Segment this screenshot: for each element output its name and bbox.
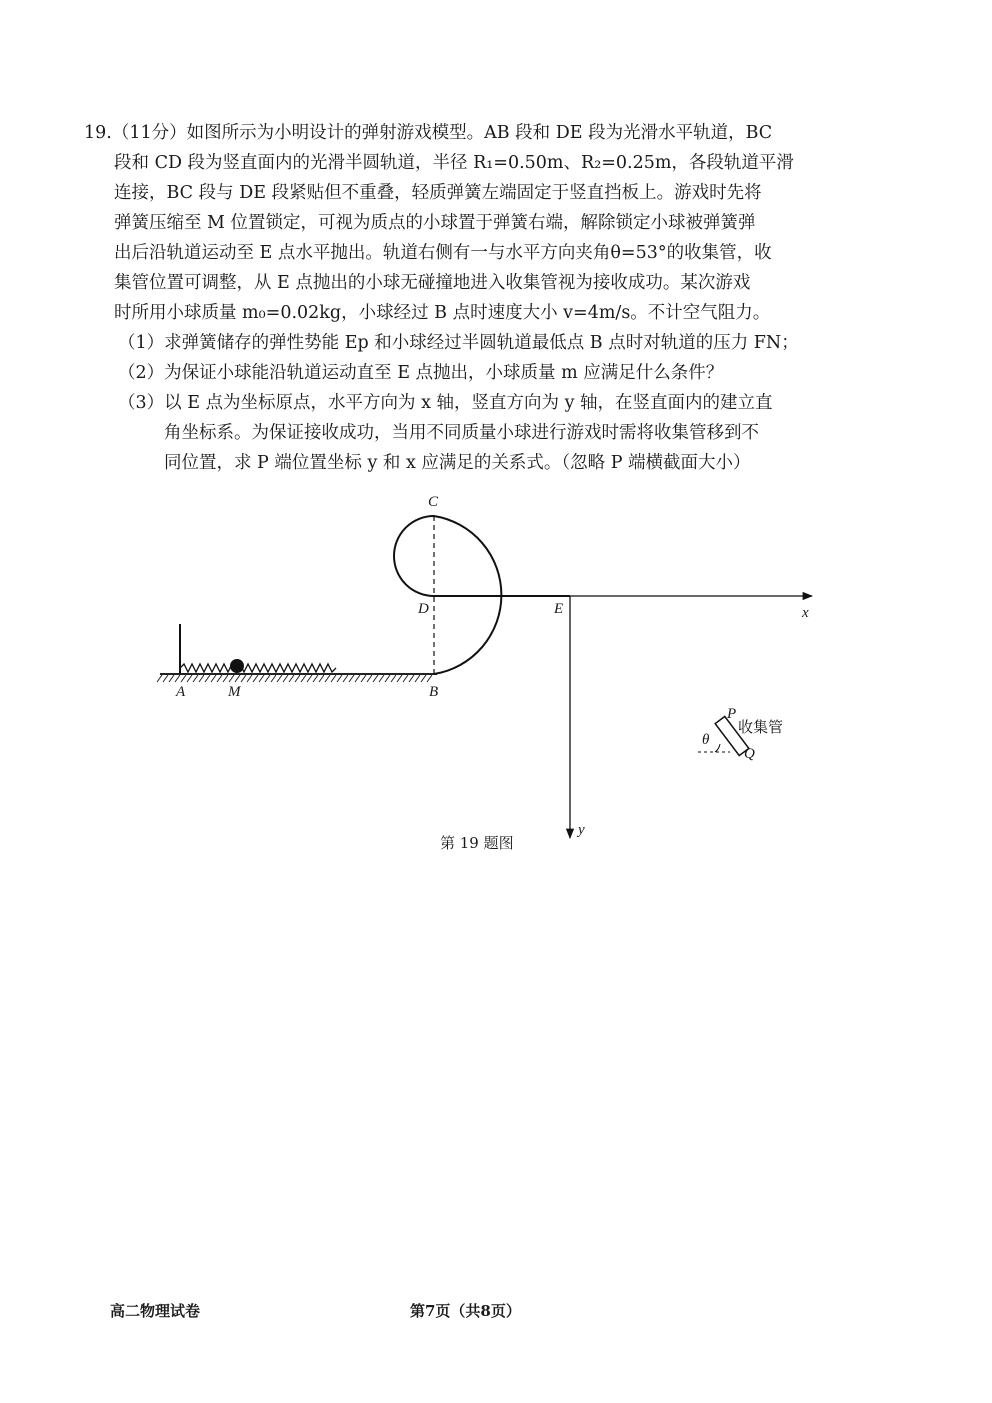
ball bbox=[230, 659, 244, 673]
hatch-mark bbox=[307, 675, 312, 682]
label-c: C bbox=[428, 494, 439, 510]
hatch-mark bbox=[427, 675, 432, 682]
label-p: P bbox=[727, 706, 737, 722]
hatch-mark bbox=[415, 675, 420, 682]
hatch-mark bbox=[391, 675, 396, 682]
track-diagram bbox=[150, 486, 850, 866]
hatch-mark bbox=[259, 675, 264, 682]
label-y: y bbox=[578, 822, 585, 838]
label-m: M bbox=[228, 684, 241, 700]
hatch-mark bbox=[367, 675, 372, 682]
hatch-mark bbox=[169, 675, 174, 682]
label-theta: θ bbox=[702, 732, 710, 748]
hatch-mark bbox=[319, 675, 324, 682]
hatch-mark bbox=[289, 675, 294, 682]
question-part-3: （3）以 E 点为坐标原点，水平方向为 x 轴，竖直方向为 y 轴，在竖直面内的建立直 bbox=[118, 393, 773, 413]
label-e: E bbox=[554, 601, 564, 617]
hatch-mark bbox=[343, 675, 348, 682]
hatch-mark bbox=[373, 675, 378, 682]
question-line-1: 19.（11分）如图所示为小明设计的弹射游戏模型。AB 段和 DE 段为光滑水平轨道，BC bbox=[84, 123, 773, 143]
hatch-mark bbox=[313, 675, 318, 682]
hatch-mark bbox=[349, 675, 354, 682]
hatch-mark bbox=[409, 675, 414, 682]
figure-19 bbox=[150, 486, 850, 866]
hatch-mark bbox=[421, 675, 426, 682]
question-line-2: 段和 CD 段为竖直面内的光滑半圆轨道，半径 R₁=0.50m、R₂=0.25m，各段轨道平滑 bbox=[114, 153, 794, 173]
hatch-mark bbox=[397, 675, 402, 682]
hatch-mark bbox=[211, 675, 216, 682]
label-b: B bbox=[429, 684, 439, 700]
ground-hatching bbox=[157, 674, 437, 682]
label-q: Q bbox=[744, 746, 755, 762]
hatch-mark bbox=[247, 675, 252, 682]
figure-caption: 第 19 题图 bbox=[440, 834, 514, 852]
label-a: A bbox=[176, 684, 186, 700]
hatch-mark bbox=[295, 675, 300, 682]
label-d: D bbox=[418, 601, 429, 617]
question-line-3: 连接，BC 段与 DE 段紧贴但不重叠，轻质弹簧左端固定于竖直挡板上。游戏时先将 bbox=[114, 183, 762, 203]
footer-exam-name: 高二物理试卷 bbox=[110, 1302, 201, 1320]
label-collecting-tube: 收集管 bbox=[738, 718, 784, 736]
question-line-7: 时所用小球质量 m₀=0.02kg，小球经过 B 点时速度大小 v=4m/s。不计空气阻力。 bbox=[114, 303, 771, 323]
theta-arc bbox=[715, 744, 720, 752]
hatch-mark bbox=[163, 675, 168, 682]
hatch-mark bbox=[181, 675, 186, 682]
footer-page-number: 第7页（共8页） bbox=[410, 1302, 521, 1320]
hatch-mark bbox=[385, 675, 390, 682]
hatch-mark bbox=[229, 675, 234, 682]
question-line-5: 出后沿轨道运动至 E 点水平抛出。轨道右侧有一与水平方向夹角θ=53°的收集管，收 bbox=[114, 243, 772, 263]
question-part-3-cont-1: 角坐标系。为保证接收成功，当用不同质量小球进行游戏时需将收集管移到不 bbox=[164, 423, 759, 443]
question-line-6: 集管位置可调整，从 E 点抛出的小球无碰撞地进入收集管视为接收成功。某次游戏 bbox=[114, 273, 751, 293]
hatch-mark bbox=[271, 675, 276, 682]
question-part-3-cont-2: 同位置，求 P 端位置坐标 y 和 x 应满足的关系式。（忽略 P 端横截面大小） bbox=[164, 453, 751, 473]
hatch-mark bbox=[217, 675, 222, 682]
hatch-mark bbox=[379, 675, 384, 682]
spring bbox=[180, 664, 336, 672]
hatch-mark bbox=[361, 675, 366, 682]
hatch-mark bbox=[283, 675, 288, 682]
hatch-mark bbox=[205, 675, 210, 682]
hatch-mark bbox=[253, 675, 258, 682]
hatch-mark bbox=[403, 675, 408, 682]
hatch-mark bbox=[355, 675, 360, 682]
hatch-mark bbox=[235, 675, 240, 682]
semicircle-cd bbox=[394, 516, 434, 596]
hatch-mark bbox=[175, 675, 180, 682]
question-part-2: （2）为保证小球能沿轨道运动直至 E 点抛出，小球质量 m 应满足什么条件？ bbox=[118, 363, 724, 383]
hatch-mark bbox=[157, 675, 162, 682]
hatch-mark bbox=[265, 675, 270, 682]
question-line-4: 弹簧压缩至 M 位置锁定，可视为质点的小球置于弹簧右端，解除锁定小球被弹簧弹 bbox=[114, 213, 756, 233]
hatch-mark bbox=[301, 675, 306, 682]
question-19 bbox=[84, 118, 874, 478]
hatch-mark bbox=[337, 675, 342, 682]
hatch-mark bbox=[331, 675, 336, 682]
hatch-mark bbox=[187, 675, 192, 682]
hatch-mark bbox=[199, 675, 204, 682]
hatch-mark bbox=[193, 675, 198, 682]
hatch-mark bbox=[223, 675, 228, 682]
hatch-mark bbox=[325, 675, 330, 682]
hatch-mark bbox=[241, 675, 246, 682]
label-x: x bbox=[802, 605, 809, 621]
question-part-1: （1）求弹簧储存的弹性势能 Ep 和小球经过半圆轨道最低点 B 点时对轨道的压力 FN； bbox=[118, 333, 799, 353]
hatch-mark bbox=[277, 675, 282, 682]
